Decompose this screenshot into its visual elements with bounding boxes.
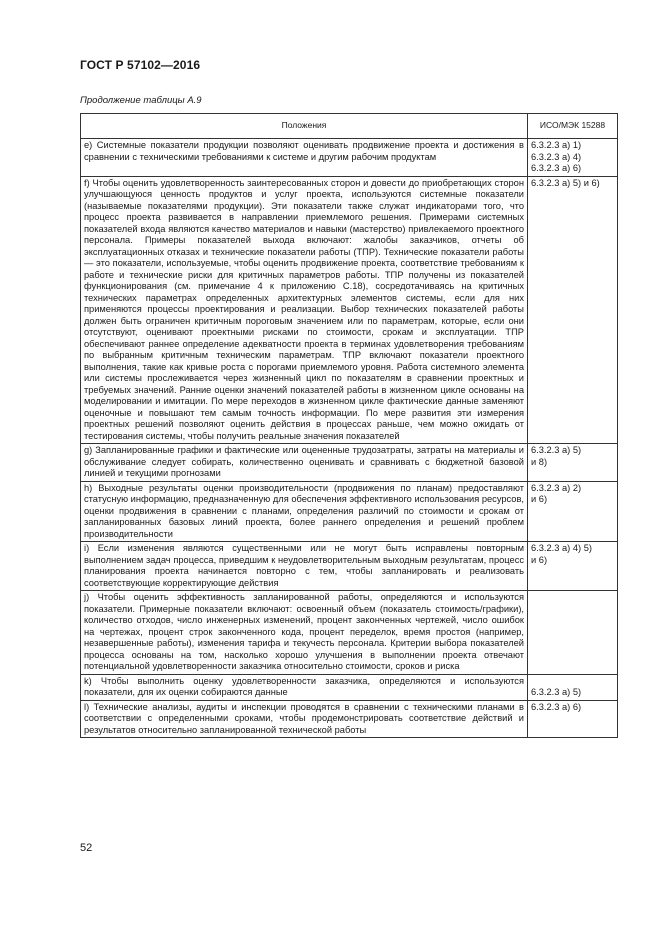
table-row [81, 481, 618, 542]
provision-text: k) Чтобы выполнить оценку удовлетворенности заказчика, определяются и используются показатели, для их оценки собираются данные [81, 674, 528, 700]
document-title: ГОСТ Р 57102—2016 [80, 58, 201, 72]
provision-text: g) Запланированные графики и фактические или оцененные трудозатраты, затраты на материалы и обслуживание следует собирать, количественно оценивать и сравнивать с бюджетной базовой линией и текущими прогнозами [81, 444, 528, 482]
iso-reference: 6.3.2.3 а) 4) 5) и 6) [528, 542, 618, 591]
table-row [81, 674, 618, 700]
table-continuation-caption: Продолжение таблицы А.9 [80, 95, 202, 106]
table-header-row [81, 114, 618, 139]
iso-reference [528, 591, 618, 675]
column-header-provisions: Положения [81, 114, 528, 139]
standards-table [80, 113, 618, 738]
column-header-iso-iec: ИСО/МЭК 15288 [528, 114, 618, 139]
iso-reference: 6.3.2.3 а) 5) и 6) [528, 176, 618, 444]
table-row [81, 444, 618, 482]
table-row [81, 139, 618, 177]
iso-reference: 6.3.2.3 а) 1) 6.3.2.3 а) 4) 6.3.2.3 а) 6) [528, 139, 618, 177]
table-row [81, 176, 618, 444]
table-row [81, 700, 618, 738]
iso-reference: 6.3.2.3 а) 5) [528, 674, 618, 700]
table-row [81, 591, 618, 675]
provision-text: l) Технические анализы, аудиты и инспекции проводятся в сравнении с техническими планами в соответствии с определенными сроками, чтобы продемонстрировать соответствие действий и результатов относительно запланированной технической работы [81, 700, 528, 738]
page-number: 52 [80, 842, 93, 854]
iso-reference: 6.3.2.3 а) 5) и 8) [528, 444, 618, 482]
provision-text: e) Системные показатели продукции позволяют оценивать продвижение проекта и достижения в сравнении с техническими требованиями к системе и другим рабочим продуктам [81, 139, 528, 177]
provision-text: h) Выходные результаты оценки производительности (продвижения по планам) предоставляют статусную информацию, предназначенную для обеспечения эффективного использования ресурсов, оценки продвижения в сравнении с планами, определения различий по стоимости и срокам от запланированных базовых линий проекта, более раннего определения и решений проблем производительности [81, 481, 528, 542]
provision-text: f) Чтобы оценить удовлетворенность заинтересованных сторон и довести до приобретающих сторон улучшающуюся ценность продуктов и услуг проекта, используются системные показатели (называемые показателями продукции). Эти показатели также служат индикаторами того, что процесс проекта развивается в направлении приемлемого решения. Примерами системных показателей входа являются качество материалов и навыки (мастерство) привлекаемого проектного персонала. Примеры показателей выхода включают: жалобы заказчиков, отчеты об эксплуатационных отказах и технические показатели работы (ТПР). Технические показатели работы — это показатели, используемые, чтобы оценить продвижение проекта, соответствие требованиям к работе и технические риски для критичных параметров работы. ТПР получены из показателей функционирования (см. примечание 4 к приложению С.18), сосредотачиваясь на критичных технических параметрах определенных архитектурных элементов системы, если для них применяются процессы проектирования и реализации. Выбор технических показателей работы должен быть ограничен критичным пороговым значением или по параметрам, которые, если они отсутствуют, оценивают проектными рисками по стоимости, срокам и эксплуатации. ТПР обеспечивают раннее определение адекватности проекта в терминах удовлетворения требованиям по выбранным критичным техническим параметрам. ТПР включают показатели проектного выполнения, такие как кривые роста с порогами приемлемого уровня. Работа системного элемента или системы прослеживается через жизненный цикл по показателям в сравнении проектных и требуемых значений. Ранние оценки значений показателей работы в жизненном цикле основаны на моделировании и имитации. По мере переходов в жизненном цикле фактические данные заменяют оценочные и повышают тем самым точность информации. По мере развития эти измерения проектных решений позволяют оценить действия в процессах раньше, чем можно ожидать от тестирования системы, чтобы получить реальные значения показателей [81, 176, 528, 444]
provision-text: i) Если изменения являются существенными или не могут быть исправлены повторным выполнением задач процесса, приведшим к неудовлетворительным выходным результатам, процесс планирования проекта начинается повторно с тем, чтобы запланировать и реализовать соответствующие корректирующие действия [81, 542, 528, 591]
iso-reference: 6.3.2.3 а) 2) и 6) [528, 481, 618, 542]
table-row [81, 542, 618, 591]
provision-text: j) Чтобы оценить эффективность запланированной работы, определяются и используются показатели. Примерные показатели включают: освоенный объем (показатель стоимость/графики), количество отходов, число инженерных изменений, процент законченных чертежей, число ошибок на чертежах, процент строк законченного кода, процент переделок, время простоя (например, незавершенные работы), изменения тарифа и текучесть персонала. Критерии выбора показателей процесса основаны на том, насколько хорошо улучшения в выполнении проекта отвечают потенциальной удовлетворенности заказчика относительно стоимости, сроков и риска [81, 591, 528, 675]
iso-reference: 6.3.2.3 а) 6) [528, 700, 618, 738]
